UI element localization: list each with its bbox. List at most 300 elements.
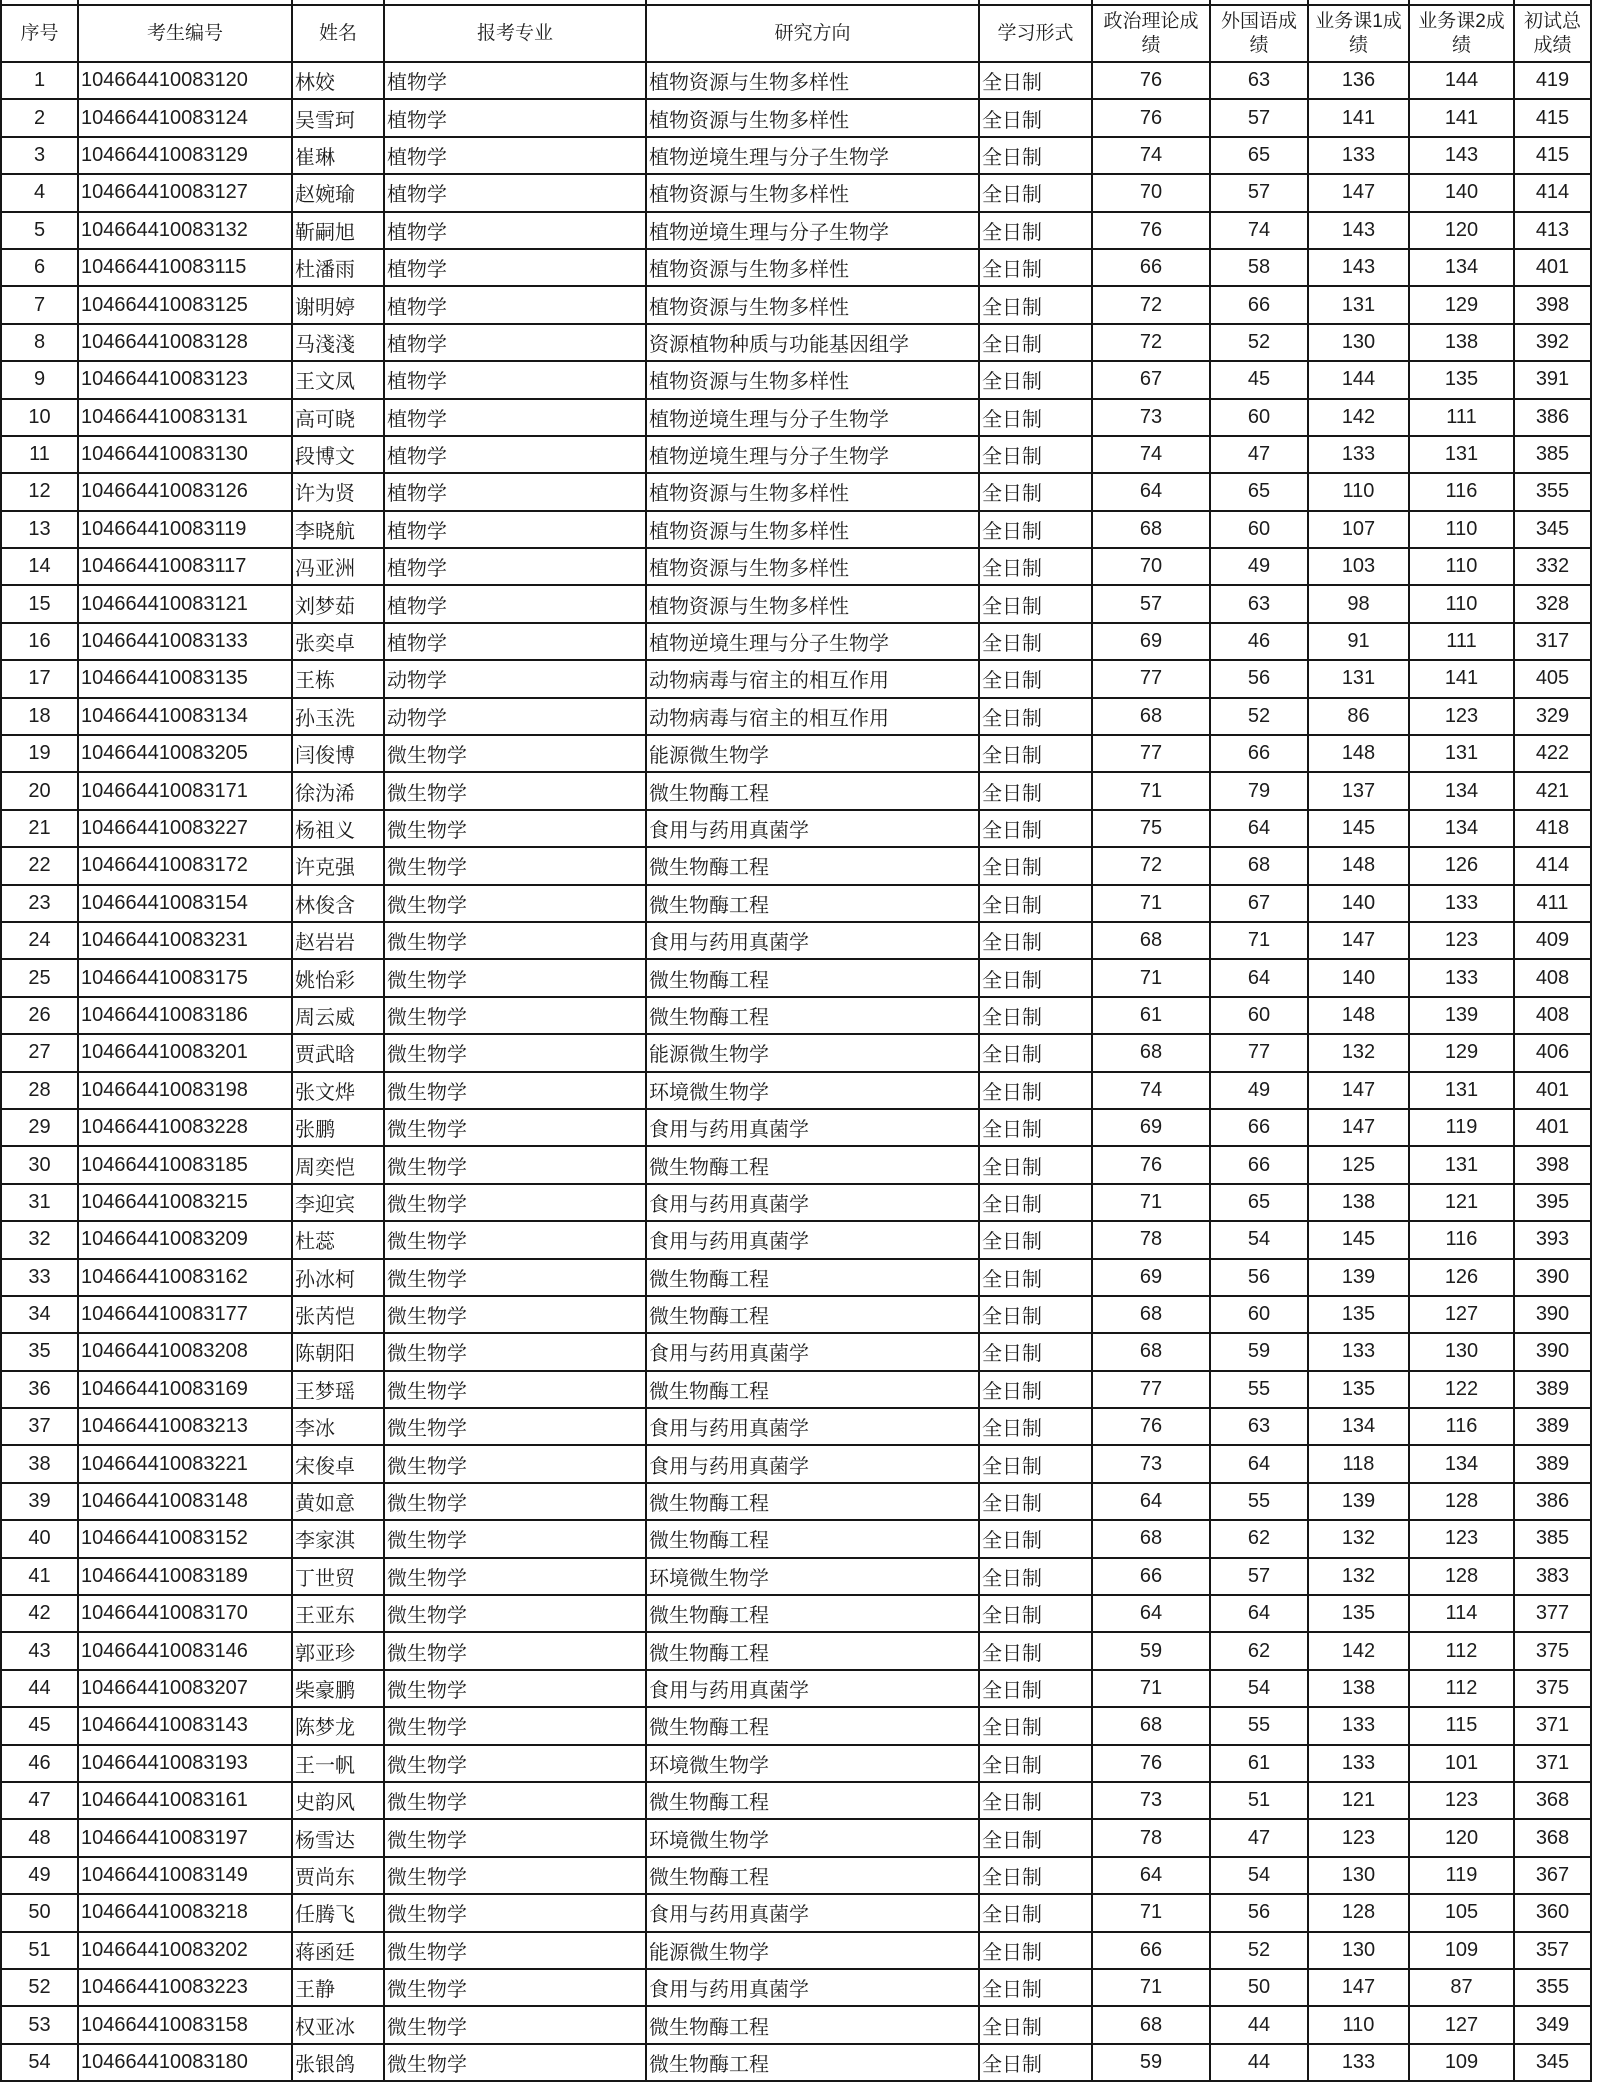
table-cell: 贾尚东: [292, 1857, 384, 1894]
table-cell: 微生物酶工程: [646, 885, 979, 922]
table-cell: 闫俊博: [292, 735, 384, 772]
table-cell: 46: [1210, 623, 1308, 660]
table-cell: 120: [1409, 212, 1514, 249]
table-cell: 食用与药用真菌学: [646, 1109, 979, 1146]
table-cell: 123: [1409, 698, 1514, 735]
table-cell: 63: [1210, 62, 1308, 99]
table-cell: 李迎宾: [292, 1184, 384, 1221]
table-cell: 微生物酶工程: [646, 1296, 979, 1333]
table-cell: 微生物酶工程: [646, 1782, 979, 1819]
table-row: [1, 1184, 1591, 1221]
table-cell: 136: [1308, 62, 1409, 99]
table-cell: 15: [1, 585, 78, 622]
table-cell: 418: [1514, 810, 1591, 847]
table-cell: 42: [1, 1595, 78, 1632]
table-cell: 植物资源与生物多样性: [646, 62, 979, 99]
table-cell: 332: [1514, 548, 1591, 585]
table-row: [1, 1745, 1591, 1782]
table-cell: 64: [1210, 810, 1308, 847]
table-cell: 135: [1308, 1296, 1409, 1333]
table-cell: 全日制: [979, 436, 1092, 473]
table-cell: 丁世贸: [292, 1558, 384, 1595]
table-row: [1, 772, 1591, 809]
table-cell: 110: [1308, 473, 1409, 510]
table-cell: 微生物学: [384, 1707, 646, 1744]
table-cell: 史韵风: [292, 1782, 384, 1819]
table-cell: 植物资源与生物多样性: [646, 286, 979, 323]
table-cell: 27: [1, 1034, 78, 1071]
table-cell: 73: [1092, 1445, 1210, 1482]
table-cell: 68: [1092, 922, 1210, 959]
table-cell: 全日制: [979, 847, 1092, 884]
table-cell: 微生物学: [384, 735, 646, 772]
table-cell: 微生物学: [384, 1782, 646, 1819]
table-cell: 63: [1210, 1408, 1308, 1445]
table-cell: 张鹏: [292, 1109, 384, 1146]
table-cell: 104664410083117: [78, 548, 292, 585]
table-cell: 林姣: [292, 62, 384, 99]
table-cell: 64: [1210, 1445, 1308, 1482]
table-cell: 全日制: [979, 1184, 1092, 1221]
table-cell: 104664410083154: [78, 885, 292, 922]
table-cell: 110: [1409, 585, 1514, 622]
table-cell: 植物资源与生物多样性: [646, 174, 979, 211]
table-cell: 72: [1092, 324, 1210, 361]
table-cell: 植物资源与生物多样性: [646, 99, 979, 136]
table-cell: 44: [1210, 2006, 1308, 2043]
table-cell: 68: [1210, 847, 1308, 884]
table-cell: 33: [1, 1259, 78, 1296]
table-cell: 全日制: [979, 810, 1092, 847]
table-cell: 139: [1308, 1259, 1409, 1296]
table-cell: 5: [1, 212, 78, 249]
table-cell: 135: [1308, 1595, 1409, 1632]
table-cell: 25: [1, 959, 78, 996]
table-cell: 冯亚洲: [292, 548, 384, 585]
table-row: [1, 1782, 1591, 1819]
table-cell: 147: [1308, 922, 1409, 959]
table-cell: 贾武晗: [292, 1034, 384, 1071]
table-cell: 31: [1, 1184, 78, 1221]
table-cell: 419: [1514, 62, 1591, 99]
table-row: [1, 1333, 1591, 1370]
table-cell: 62: [1210, 1520, 1308, 1557]
table-row: [1, 847, 1591, 884]
table-cell: 389: [1514, 1408, 1591, 1445]
table-cell: 杨雪达: [292, 1819, 384, 1856]
table-cell: 10: [1, 399, 78, 436]
table-cell: 马淺淺: [292, 324, 384, 361]
table-cell: 385: [1514, 436, 1591, 473]
table-row: [1, 660, 1591, 697]
table-cell: 104664410083143: [78, 1707, 292, 1744]
table-cell: 全日制: [979, 1632, 1092, 1669]
table-cell: 全日制: [979, 1408, 1092, 1445]
table-cell: 食用与药用真菌学: [646, 1894, 979, 1931]
table-cell: 66: [1092, 249, 1210, 286]
table-cell: 104664410083228: [78, 1109, 292, 1146]
table-cell: 56: [1210, 1894, 1308, 1931]
table-cell: 67: [1210, 885, 1308, 922]
table-cell: 120: [1409, 1819, 1514, 1856]
table-cell: 52: [1210, 698, 1308, 735]
table-cell: 109: [1409, 2044, 1514, 2081]
table-cell: 46: [1, 1745, 78, 1782]
table-cell: 104664410083161: [78, 1782, 292, 1819]
table-cell: 119: [1409, 1857, 1514, 1894]
table-cell: 13: [1, 511, 78, 548]
table-cell: 408: [1514, 997, 1591, 1034]
table-cell: 131: [1409, 1072, 1514, 1109]
table-cell: 54: [1210, 1857, 1308, 1894]
table-cell: 104664410083207: [78, 1670, 292, 1707]
table-cell: 105: [1409, 1894, 1514, 1931]
table-cell: 132: [1308, 1034, 1409, 1071]
table-cell: 130: [1308, 324, 1409, 361]
column-header: 政治理论成绩: [1092, 5, 1210, 62]
table-cell: 植物学: [384, 623, 646, 660]
table-row: [1, 885, 1591, 922]
table-cell: 4: [1, 174, 78, 211]
table-cell: 355: [1514, 473, 1591, 510]
table-cell: 386: [1514, 1483, 1591, 1520]
table-cell: 30: [1, 1146, 78, 1183]
table-cell: 张文烨: [292, 1072, 384, 1109]
table-cell: 全日制: [979, 698, 1092, 735]
table-cell: 66: [1092, 1558, 1210, 1595]
table-cell: 104664410083189: [78, 1558, 292, 1595]
table-cell: 全日制: [979, 772, 1092, 809]
column-header: 姓名: [292, 5, 384, 62]
table-cell: 104664410083169: [78, 1371, 292, 1408]
table-cell: 104664410083162: [78, 1259, 292, 1296]
table-cell: 微生物学: [384, 1969, 646, 2006]
table-cell: 143: [1308, 249, 1409, 286]
table-cell: 367: [1514, 1857, 1591, 1894]
table-cell: 动物学: [384, 698, 646, 735]
table-cell: 环境微生物学: [646, 1745, 979, 1782]
table-cell: 动物病毒与宿主的相互作用: [646, 698, 979, 735]
table-cell: 57: [1210, 1558, 1308, 1595]
table-cell: 104664410083175: [78, 959, 292, 996]
table-cell: 6: [1, 249, 78, 286]
table-cell: 微生物学: [384, 1072, 646, 1109]
table-cell: 68: [1092, 698, 1210, 735]
table-cell: 全日制: [979, 1371, 1092, 1408]
table-cell: 73: [1092, 399, 1210, 436]
table-cell: 104664410083231: [78, 922, 292, 959]
table-cell: 119: [1409, 1109, 1514, 1146]
table-cell: 123: [1409, 1782, 1514, 1819]
table-cell: 全日制: [979, 511, 1092, 548]
table-cell: 123: [1409, 1520, 1514, 1557]
table-cell: 崔琳: [292, 137, 384, 174]
table-cell: 123: [1308, 1819, 1409, 1856]
table-cell: 43: [1, 1632, 78, 1669]
table-row: [1, 698, 1591, 735]
table-row: [1, 1969, 1591, 2006]
table-cell: 104664410083202: [78, 1932, 292, 1969]
table-cell: 68: [1092, 1333, 1210, 1370]
table-row: [1, 1259, 1591, 1296]
table-cell: 147: [1308, 1109, 1409, 1146]
table-cell: 食用与药用真菌学: [646, 922, 979, 959]
table-cell: 66: [1210, 735, 1308, 772]
table-cell: 65: [1210, 473, 1308, 510]
table-cell: 67: [1092, 361, 1210, 398]
table-cell: 66: [1210, 286, 1308, 323]
table-cell: 60: [1210, 399, 1308, 436]
table-cell: 57: [1092, 585, 1210, 622]
table-cell: 全日制: [979, 1146, 1092, 1183]
table-cell: 109: [1409, 1932, 1514, 1969]
table-cell: 47: [1, 1782, 78, 1819]
table-cell: 微生物学: [384, 2006, 646, 2043]
table-row: [1, 1857, 1591, 1894]
table-cell: 孙玉洗: [292, 698, 384, 735]
table-cell: 355: [1514, 1969, 1591, 2006]
table-row: [1, 922, 1591, 959]
table-cell: 126: [1409, 1259, 1514, 1296]
table-cell: 微生物酶工程: [646, 1857, 979, 1894]
table-cell: 王文凤: [292, 361, 384, 398]
table-cell: 141: [1409, 99, 1514, 136]
table-cell: 77: [1092, 660, 1210, 697]
table-cell: 148: [1308, 847, 1409, 884]
table-cell: 41: [1, 1558, 78, 1595]
table-cell: 415: [1514, 137, 1591, 174]
table-cell: 398: [1514, 286, 1591, 323]
table-cell: 59: [1092, 1632, 1210, 1669]
table-cell: 能源微生物学: [646, 735, 979, 772]
table-cell: 动物病毒与宿主的相互作用: [646, 660, 979, 697]
table-cell: 401: [1514, 1072, 1591, 1109]
table-cell: 77: [1092, 1371, 1210, 1408]
table-cell: 104664410083148: [78, 1483, 292, 1520]
table-row: [1, 1483, 1591, 1520]
table-cell: 53: [1, 2006, 78, 2043]
table-cell: 401: [1514, 249, 1591, 286]
table-cell: 148: [1308, 735, 1409, 772]
table-cell: 111: [1409, 399, 1514, 436]
table-cell: 49: [1210, 548, 1308, 585]
table-cell: 49: [1210, 1072, 1308, 1109]
table-row: [1, 361, 1591, 398]
table-cell: 60: [1210, 997, 1308, 1034]
table-cell: 74: [1092, 436, 1210, 473]
table-cell: 食用与药用真菌学: [646, 1221, 979, 1258]
table-cell: 131: [1308, 660, 1409, 697]
table-cell: 全日制: [979, 1259, 1092, 1296]
table-cell: 21: [1, 810, 78, 847]
table-cell: 145: [1308, 810, 1409, 847]
table-cell: 104664410083134: [78, 698, 292, 735]
table-cell: 60: [1210, 511, 1308, 548]
table-cell: 全日制: [979, 99, 1092, 136]
table-cell: 390: [1514, 1333, 1591, 1370]
table-cell: 植物学: [384, 511, 646, 548]
table-cell: 微生物学: [384, 1932, 646, 1969]
table-row: [1, 1296, 1591, 1333]
table-cell: 11: [1, 436, 78, 473]
table-cell: 104664410083221: [78, 1445, 292, 1482]
table-cell: 131: [1409, 735, 1514, 772]
table-cell: 全日制: [979, 137, 1092, 174]
table-cell: 131: [1409, 436, 1514, 473]
table-cell: 靳嗣旭: [292, 212, 384, 249]
table-cell: 全日制: [979, 922, 1092, 959]
table-row: [1, 473, 1591, 510]
table-cell: 王一帆: [292, 1745, 384, 1782]
table-cell: 390: [1514, 1259, 1591, 1296]
table-row: [1, 1109, 1591, 1146]
table-cell: 微生物酶工程: [646, 1483, 979, 1520]
table-cell: 植物学: [384, 212, 646, 249]
table-cell: 68: [1092, 2006, 1210, 2043]
table-cell: 全日制: [979, 735, 1092, 772]
table-cell: 413: [1514, 212, 1591, 249]
column-header: 业务课1成绩: [1308, 5, 1409, 62]
table-cell: 86: [1308, 698, 1409, 735]
table-cell: 421: [1514, 772, 1591, 809]
table-cell: 7: [1, 286, 78, 323]
table-cell: 147: [1308, 1969, 1409, 2006]
table-cell: 140: [1308, 959, 1409, 996]
table-cell: 128: [1409, 1483, 1514, 1520]
table-cell: 414: [1514, 174, 1591, 211]
table-cell: 植物学: [384, 399, 646, 436]
table-cell: 138: [1308, 1670, 1409, 1707]
table-cell: 食用与药用真菌学: [646, 1333, 979, 1370]
table-cell: 375: [1514, 1632, 1591, 1669]
table-cell: 52: [1, 1969, 78, 2006]
table-row: [1, 1707, 1591, 1744]
table-row: [1, 1371, 1591, 1408]
table-cell: 127: [1409, 1296, 1514, 1333]
table-cell: 68: [1092, 1296, 1210, 1333]
table-cell: 微生物学: [384, 847, 646, 884]
table-row: [1, 1894, 1591, 1931]
table-cell: 405: [1514, 660, 1591, 697]
table-cell: 66: [1210, 1146, 1308, 1183]
table-cell: 姚怡彩: [292, 959, 384, 996]
table-cell: 74: [1210, 212, 1308, 249]
table-cell: 微生物学: [384, 1184, 646, 1221]
table-cell: 360: [1514, 1894, 1591, 1931]
table-cell: 微生物学: [384, 1259, 646, 1296]
table-cell: 李冰: [292, 1408, 384, 1445]
table-cell: 104664410083121: [78, 585, 292, 622]
table-cell: 杜潘雨: [292, 249, 384, 286]
table-cell: 110: [1409, 548, 1514, 585]
table-cell: 全日制: [979, 1520, 1092, 1557]
table-cell: 71: [1092, 1670, 1210, 1707]
table-cell: 401: [1514, 1109, 1591, 1146]
table-cell: 56: [1210, 1259, 1308, 1296]
table-row: [1, 1932, 1591, 1969]
table-cell: 91: [1308, 623, 1409, 660]
table-cell: 微生物酶工程: [646, 772, 979, 809]
table-cell: 54: [1210, 1221, 1308, 1258]
table-cell: 全日制: [979, 2044, 1092, 2081]
table-cell: 76: [1092, 212, 1210, 249]
table-cell: 133: [1308, 1745, 1409, 1782]
table-cell: 能源微生物学: [646, 1034, 979, 1071]
table-row: [1, 997, 1591, 1034]
table-row: [1, 1632, 1591, 1669]
table-cell: 57: [1210, 99, 1308, 136]
table-cell: 陈朝阳: [292, 1333, 384, 1370]
table-cell: 微生物学: [384, 1445, 646, 1482]
table-row: [1, 1558, 1591, 1595]
table-cell: 141: [1409, 660, 1514, 697]
table-cell: 全日制: [979, 585, 1092, 622]
table-cell: 微生物学: [384, 1857, 646, 1894]
table-cell: 104664410083185: [78, 1146, 292, 1183]
table-cell: 微生物学: [384, 885, 646, 922]
table-cell: 全日制: [979, 1034, 1092, 1071]
table-row: [1, 548, 1591, 585]
table-cell: 66: [1210, 1109, 1308, 1146]
table-cell: 植物学: [384, 99, 646, 136]
table-cell: 104664410083215: [78, 1184, 292, 1221]
table-cell: 104664410083172: [78, 847, 292, 884]
table-row: [1, 735, 1591, 772]
table-cell: 28: [1, 1072, 78, 1109]
table-cell: 微生物学: [384, 1034, 646, 1071]
table-cell: 409: [1514, 922, 1591, 959]
table-cell: 122: [1409, 1371, 1514, 1408]
table-cell: 392: [1514, 324, 1591, 361]
table-cell: 微生物酶工程: [646, 1146, 979, 1183]
table-cell: 107: [1308, 511, 1409, 548]
table-cell: 68: [1092, 1034, 1210, 1071]
table-cell: 蒋函廷: [292, 1932, 384, 1969]
table-cell: 131: [1308, 286, 1409, 323]
table-row: [1, 286, 1591, 323]
table-cell: 44: [1210, 2044, 1308, 2081]
table-cell: 61: [1092, 997, 1210, 1034]
table-cell: 全日制: [979, 660, 1092, 697]
table-cell: 76: [1092, 1146, 1210, 1183]
table-cell: 133: [1308, 137, 1409, 174]
table-cell: 植物学: [384, 473, 646, 510]
table-cell: 147: [1308, 174, 1409, 211]
table-cell: 77: [1092, 735, 1210, 772]
table-cell: 76: [1092, 1408, 1210, 1445]
table-cell: 54: [1, 2044, 78, 2081]
table-row: [1, 399, 1591, 436]
table-cell: 116: [1409, 1408, 1514, 1445]
table-cell: 全日制: [979, 1894, 1092, 1931]
table-cell: 71: [1092, 885, 1210, 922]
table-cell: 104664410083126: [78, 473, 292, 510]
table-cell: 全日制: [979, 1745, 1092, 1782]
table-cell: 微生物学: [384, 2044, 646, 2081]
table-cell: 微生物学: [384, 1558, 646, 1595]
table-cell: 全日制: [979, 1707, 1092, 1744]
table-cell: 148: [1308, 997, 1409, 1034]
table-cell: 118: [1308, 1445, 1409, 1482]
table-cell: 104664410083131: [78, 399, 292, 436]
table-cell: 415: [1514, 99, 1591, 136]
table-cell: 104664410083170: [78, 1595, 292, 1632]
table-cell: 422: [1514, 735, 1591, 772]
table-cell: 134: [1409, 249, 1514, 286]
table-cell: 125: [1308, 1146, 1409, 1183]
table-cell: 35: [1, 1333, 78, 1370]
table-cell: 全日制: [979, 1221, 1092, 1258]
